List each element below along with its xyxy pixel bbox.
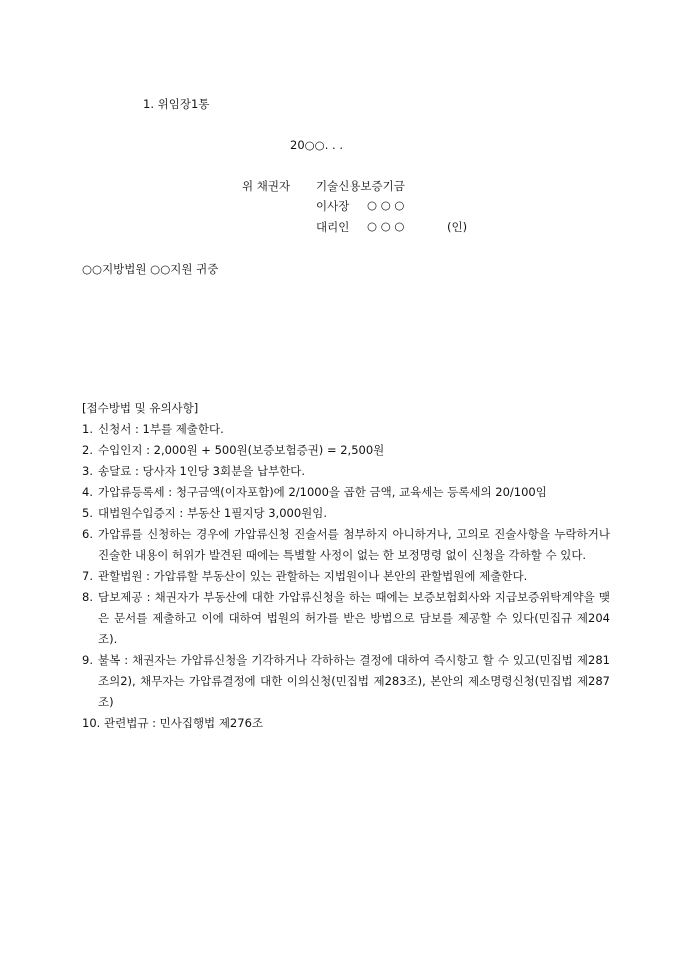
notes-title: [접수방법 및 유의사항] — [82, 401, 199, 415]
note-text: 관련법규 : 민사집행법 제276조 — [104, 716, 263, 730]
notes-section — [82, 398, 610, 734]
note-number: 4. — [82, 485, 93, 499]
note-number: 7. — [82, 569, 93, 583]
note-number: 9. — [82, 653, 93, 667]
note-text: 불복 : 채권자는 가압류신청을 기각하거나 각하하는 결정에 대하여 즉시항고 할 수 있고(민집법 제281조의2), 채무자는 가압류결정에 대한 이의신청(민집법 제283조), 본안의 제소명령신청(민집법 제287조) — [98, 653, 610, 709]
note-text: 가압류를 신청하는 경우에 가압류신청 진술서를 첨부하지 아니하거나, 고의로 진술사항을 누락하거나 진술한 내용이 허위가 발견된 때에는 특별할 사정이 없는 한 보정명령 없이 신청을 각하할 수 있다. — [98, 527, 610, 562]
agent-name: ○ ○ ○ — [367, 219, 405, 233]
court-line: ○○지방법원 ○○지원 귀중 — [82, 262, 219, 276]
note-text: 수입인지 : 2,000원 + 500원(보증보험증권) = 2,500원 — [98, 443, 385, 457]
creditor-label: 위 채권자 — [242, 179, 291, 193]
note-number: 1. — [82, 422, 93, 436]
note-text: 가압류등록세 : 청구금액(이자포함)에 2/1000을 곱한 금액, 교육세는 등록세의 20/100임 — [98, 485, 547, 499]
note-number: 8. — [82, 590, 93, 604]
attachment-line: 1. 위임장1통 — [143, 97, 210, 111]
agent-label: 대리인 — [316, 220, 350, 234]
creditor-name: 기술신용보증기금 — [316, 179, 405, 193]
note-number: 2. — [82, 443, 93, 457]
note-text: 관할법원 : 가압류할 부동산이 있는 관할하는 지법원이나 본안의 관할법원에 제출한다. — [98, 569, 528, 583]
note-number: 6. — [82, 527, 93, 541]
note-number: 10. — [82, 716, 101, 730]
note-text: 송달료 : 당사자 1인당 3회분을 납부한다. — [98, 464, 306, 478]
note-item — [82, 713, 610, 734]
director-label: 이사장 — [316, 199, 350, 213]
note-item — [82, 587, 610, 650]
note-item — [82, 482, 610, 503]
note-item — [82, 524, 610, 566]
note-item — [82, 650, 610, 713]
note-item — [82, 461, 610, 482]
note-text: 신청서 : 1부를 제출한다. — [98, 422, 224, 436]
note-text: 담보제공 : 채권자가 부동산에 대한 가압류신청을 하는 때에는 보증보험회사와 지급보증위탁계약을 맺은 문서를 제출하고 이에 대하여 법원의 허가를 받은 방법으로 담보를 제공할 수 있다(민집규 제204조). — [98, 590, 610, 646]
note-item — [82, 419, 610, 440]
date-line: 20○○. . . — [290, 138, 343, 152]
note-number: 5. — [82, 506, 93, 520]
note-number: 3. — [82, 464, 93, 478]
note-item — [82, 440, 610, 461]
note-item — [82, 566, 610, 587]
director-name: ○ ○ ○ — [367, 198, 405, 212]
note-item — [82, 503, 610, 524]
note-text: 대법원수입증지 : 부동산 1필지당 3,000원임. — [98, 506, 328, 520]
seal-mark: (인) — [447, 220, 468, 234]
